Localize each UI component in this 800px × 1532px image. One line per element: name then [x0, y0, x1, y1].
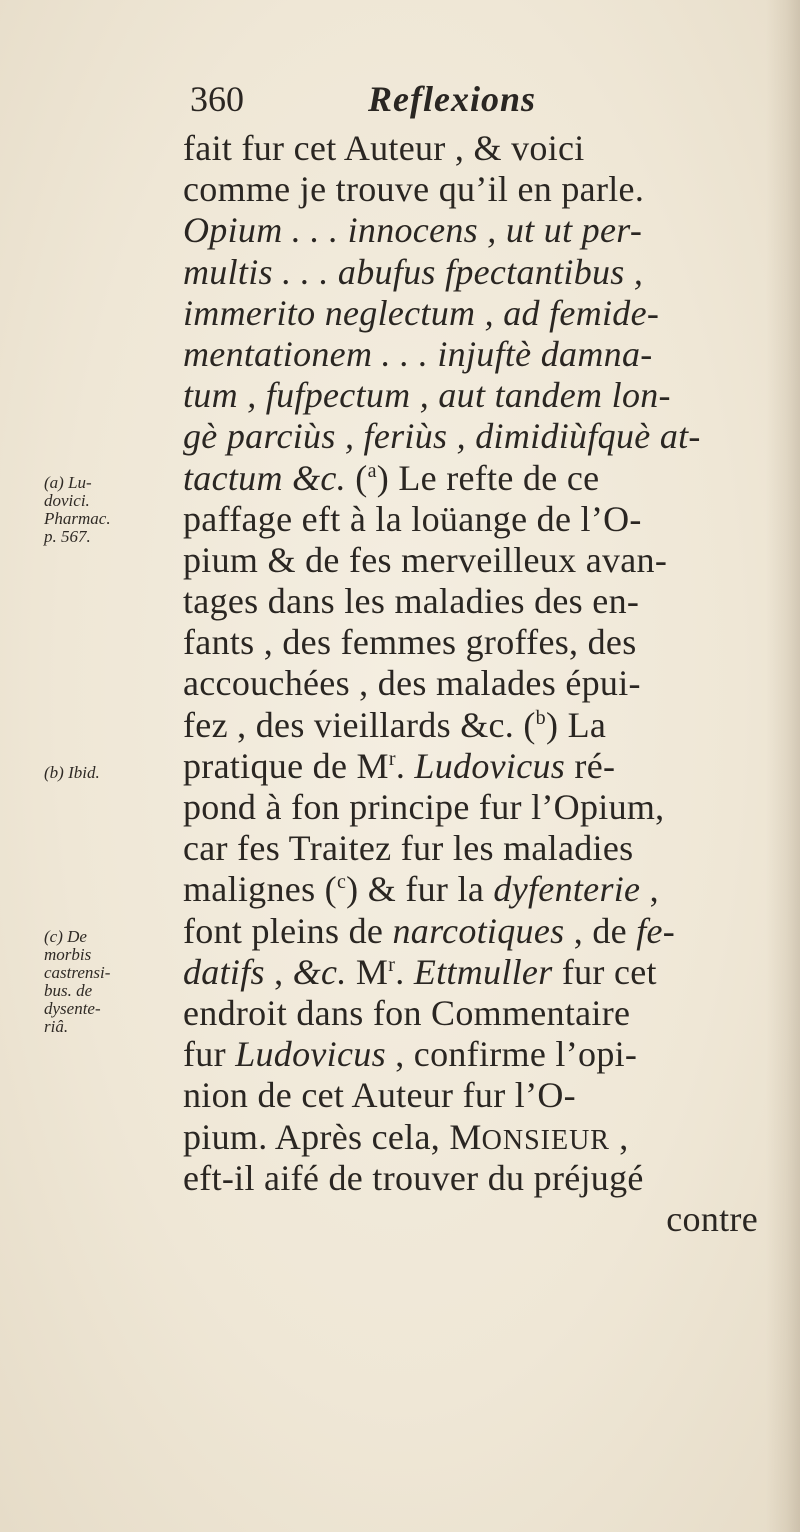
margin-note-line: riâ.	[44, 1017, 69, 1036]
text-span: (	[345, 457, 368, 498]
margin-note-c	[44, 928, 184, 1036]
text-line	[183, 746, 758, 787]
italic-text: Ludovicus	[414, 745, 566, 786]
text-line	[183, 705, 758, 746]
text-span: ,	[640, 869, 659, 910]
italic-text: datifs	[183, 951, 265, 992]
italic-text: dyfenterie	[493, 869, 641, 910]
text-span: font pleins de	[183, 910, 393, 951]
margin-note-line: (c) De	[44, 927, 87, 946]
text-span: M	[346, 951, 389, 992]
text-line: nion de cet Auteur fur l’O-	[183, 1075, 576, 1116]
text-line	[183, 293, 758, 334]
margin-note-line: dovici.	[44, 491, 90, 510]
text-span: ) & fur la	[346, 869, 494, 910]
text-span: .	[395, 745, 415, 786]
italic-text: fe-	[636, 910, 676, 951]
body-text	[183, 128, 758, 1240]
text-line	[183, 1117, 758, 1158]
text-span: ) Le refte de ce	[376, 457, 600, 498]
text-line: pium & de fes merveilleux avan-	[183, 539, 668, 580]
text-line	[183, 416, 758, 457]
text-span: ré-	[565, 745, 616, 786]
text-line: eft-il aifé de trouver du préjugé	[183, 1157, 644, 1198]
text-line: endroit dans fon Commentaire	[183, 992, 631, 1033]
margin-note-line: (a) Lu-	[44, 473, 92, 492]
italic-text: gè parciùs , feriùs , dimidiùfquè at-	[183, 416, 701, 457]
text-line: fait fur cet Auteur , & voici	[183, 128, 585, 168]
footnote-ref-a: a	[367, 459, 377, 482]
text-line	[183, 458, 758, 499]
text-line	[183, 952, 758, 993]
text-line: pond à fon principe fur l’Opium,	[183, 787, 665, 827]
text-span: pratique de M	[183, 745, 389, 786]
text-line: comme je trouve qu’il en parle.	[183, 169, 645, 210]
margin-note-line: dysente-	[44, 999, 101, 1018]
italic-text: immerito neglectum , ad femide-	[183, 292, 660, 333]
margin-note-b	[44, 764, 184, 782]
margin-note-line: (b) Ibid.	[44, 763, 100, 782]
footnote-ref-b: b	[535, 706, 546, 729]
margin-note-line: p. 567.	[44, 527, 91, 546]
text-line	[183, 334, 758, 375]
italic-text: tum , fufpectum , aut tandem lon-	[183, 375, 671, 416]
text-line: paffage eft à la loüange de l’O-	[183, 498, 642, 539]
text-line: accouchées , des malades épui-	[183, 663, 641, 704]
page-number: 360	[190, 79, 244, 119]
footnote-ref-c: c	[336, 871, 347, 894]
text-span: ) La	[545, 704, 607, 745]
text-line: car fes Traitez fur les maladies	[183, 828, 634, 869]
text-span: fur cet	[552, 951, 657, 992]
catchword: contre	[666, 1198, 758, 1239]
text-line	[183, 869, 758, 910]
text-span: .	[395, 951, 414, 992]
margin-note-line: morbis	[44, 945, 92, 964]
superscript: r	[388, 747, 396, 770]
margin-note-line: bus. de	[44, 981, 93, 1000]
text-line: fants , des femmes groffes, des	[183, 622, 637, 663]
margin-note-line: castrensi-	[44, 963, 111, 982]
small-caps-text: ONSIEUR	[481, 1124, 610, 1156]
text-line	[183, 210, 758, 251]
text-line	[183, 252, 758, 293]
italic-text: Opium . . . innocens , ut ut per-	[183, 210, 643, 251]
text-span: fur	[183, 1034, 236, 1075]
text-span: , confirme l’opi-	[385, 1034, 638, 1075]
text-span: ,	[264, 951, 293, 992]
italic-text: multis . . . abufus fpectantibus ,	[183, 251, 644, 292]
margin-note-a	[44, 474, 184, 546]
margin-note-line: Pharmac.	[44, 509, 111, 528]
italic-text: narcotiques	[392, 910, 565, 951]
italic-text: tactum &c.	[183, 457, 346, 498]
italic-text: Ettmuller	[413, 951, 553, 992]
page-header	[190, 78, 750, 128]
text-span: fez , des vieillards &c. (	[183, 704, 536, 745]
page-gutter-shadow	[766, 0, 800, 1532]
italic-text: mentationem . . . injuftè damna-	[183, 333, 653, 374]
text-line	[183, 1034, 758, 1075]
text-line: tages dans les maladies des en-	[183, 581, 640, 622]
text-line	[183, 375, 758, 416]
text-span: malignes (	[183, 869, 337, 910]
text-line	[183, 911, 758, 952]
text-span: , de	[564, 910, 637, 951]
text-span: pium. Après cela, M	[183, 1116, 482, 1157]
italic-text: Ludovicus	[235, 1034, 386, 1075]
italic-text: &c.	[292, 951, 347, 992]
text-span: ,	[609, 1116, 629, 1157]
superscript: r	[388, 953, 396, 976]
running-head: Reflexions	[368, 79, 536, 119]
